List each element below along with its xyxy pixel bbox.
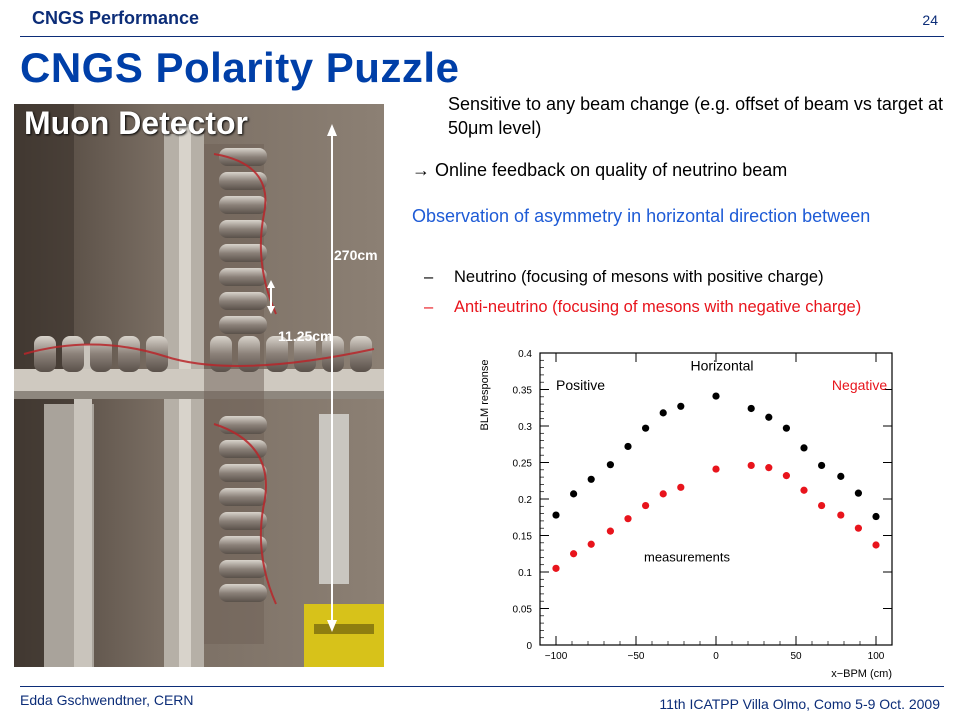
y-tick-label: 0 xyxy=(526,641,532,652)
data-point-negative xyxy=(552,565,559,572)
data-point-negative xyxy=(677,484,684,491)
bullet-observation: Observation of asymmetry in horizontal direction between xyxy=(412,206,871,226)
y-tick-label: 0.4 xyxy=(518,349,532,360)
data-point-positive xyxy=(570,490,577,497)
footer-conference: 11th ICATPP Villa Olmo, Como 5-9 Oct. 2009 xyxy=(659,696,940,712)
data-point-positive xyxy=(712,392,719,399)
bullet-sensitivity-prefix: Sensitive to any beam change (e.g. offset of beam vs target at 50 xyxy=(448,94,943,138)
y-tick-label: 0.2 xyxy=(518,495,532,506)
data-point-negative xyxy=(800,487,807,494)
legend-negative: Negative xyxy=(831,376,888,393)
slide-title: CNGS Polarity Puzzle xyxy=(20,44,460,91)
bullet-feedback-text: Online feedback on quality of neutrino beam xyxy=(435,160,788,180)
data-point-negative xyxy=(765,464,772,471)
y-tick-label: 0.25 xyxy=(512,458,532,470)
data-point-negative xyxy=(660,490,667,497)
data-point-positive xyxy=(872,513,879,520)
data-point-positive xyxy=(783,425,790,432)
data-point-negative xyxy=(642,502,649,509)
data-point-negative xyxy=(783,472,790,479)
blm-response-chart xyxy=(470,345,910,685)
mu-symbol: μ xyxy=(468,118,479,138)
data-point-positive xyxy=(660,409,667,416)
dash-marker: – xyxy=(424,268,434,286)
data-point-positive xyxy=(552,511,559,518)
header-divider xyxy=(20,36,944,37)
y-tick-label: 0.1 xyxy=(518,568,532,579)
x-axis-label: x−BPM (cm) xyxy=(831,668,892,680)
chart-title: Horizontal xyxy=(690,357,754,374)
data-point-negative xyxy=(748,462,755,469)
footer-author: Edda Gschwendtner, CERN xyxy=(20,692,194,708)
sub-bullet-neutrino-text: Neutrino (focusing of mesons with positive charge) xyxy=(454,268,824,286)
dash-marker: – xyxy=(424,298,434,316)
x-tick-label: −100 xyxy=(544,651,568,662)
y-tick-label: 0.05 xyxy=(512,604,532,616)
dimension-label-short: 11.25cm xyxy=(278,328,333,344)
data-point-positive xyxy=(677,403,684,410)
data-point-negative xyxy=(588,541,595,548)
bullet-sensitivity xyxy=(448,92,948,140)
data-point-negative xyxy=(818,502,825,509)
dimension-label-long: 270cm xyxy=(334,247,378,263)
data-point-positive xyxy=(765,414,772,421)
data-point-negative xyxy=(607,528,614,535)
y-tick-label: 0.35 xyxy=(512,385,532,397)
bullet-feedback xyxy=(412,158,942,182)
photo-title: Muon Detector xyxy=(24,105,248,141)
y-axis-label: BLM response xyxy=(479,359,491,431)
legend-positive: Positive xyxy=(556,376,606,393)
data-point-positive xyxy=(642,425,649,432)
chart-svg xyxy=(470,345,910,685)
data-point-positive xyxy=(800,444,807,451)
right-arrow-icon: → xyxy=(412,160,436,180)
data-point-negative xyxy=(712,465,719,472)
data-point-positive xyxy=(748,405,755,412)
bullet-sensitivity-suffix: m level) xyxy=(478,118,542,138)
x-tick-label: 0 xyxy=(713,651,719,662)
page-number: 24 xyxy=(922,12,938,28)
section-header: CNGS Performance xyxy=(32,8,200,28)
footer-divider xyxy=(20,686,944,687)
data-point-positive xyxy=(624,443,631,450)
data-point-negative xyxy=(570,550,577,557)
muon-detector-photo xyxy=(14,104,384,667)
data-point-positive xyxy=(837,473,844,480)
x-tick-label: 50 xyxy=(790,651,802,662)
data-point-negative xyxy=(855,525,862,532)
data-point-positive xyxy=(855,490,862,497)
data-point-negative xyxy=(872,541,879,548)
annotation-measurements: measurements xyxy=(644,549,730,565)
data-point-positive xyxy=(818,462,825,469)
x-tick-label: −50 xyxy=(627,651,645,662)
y-tick-label: 0.3 xyxy=(518,422,532,433)
y-tick-label: 0.15 xyxy=(512,531,532,543)
data-point-positive xyxy=(607,461,614,468)
data-point-negative xyxy=(624,515,631,522)
data-point-positive xyxy=(588,476,595,483)
x-tick-label: 100 xyxy=(867,651,885,662)
data-point-negative xyxy=(837,511,844,518)
sub-bullet-antineutrino-text: Anti-neutrino (focusing of mesons with negative charge) xyxy=(454,298,862,316)
